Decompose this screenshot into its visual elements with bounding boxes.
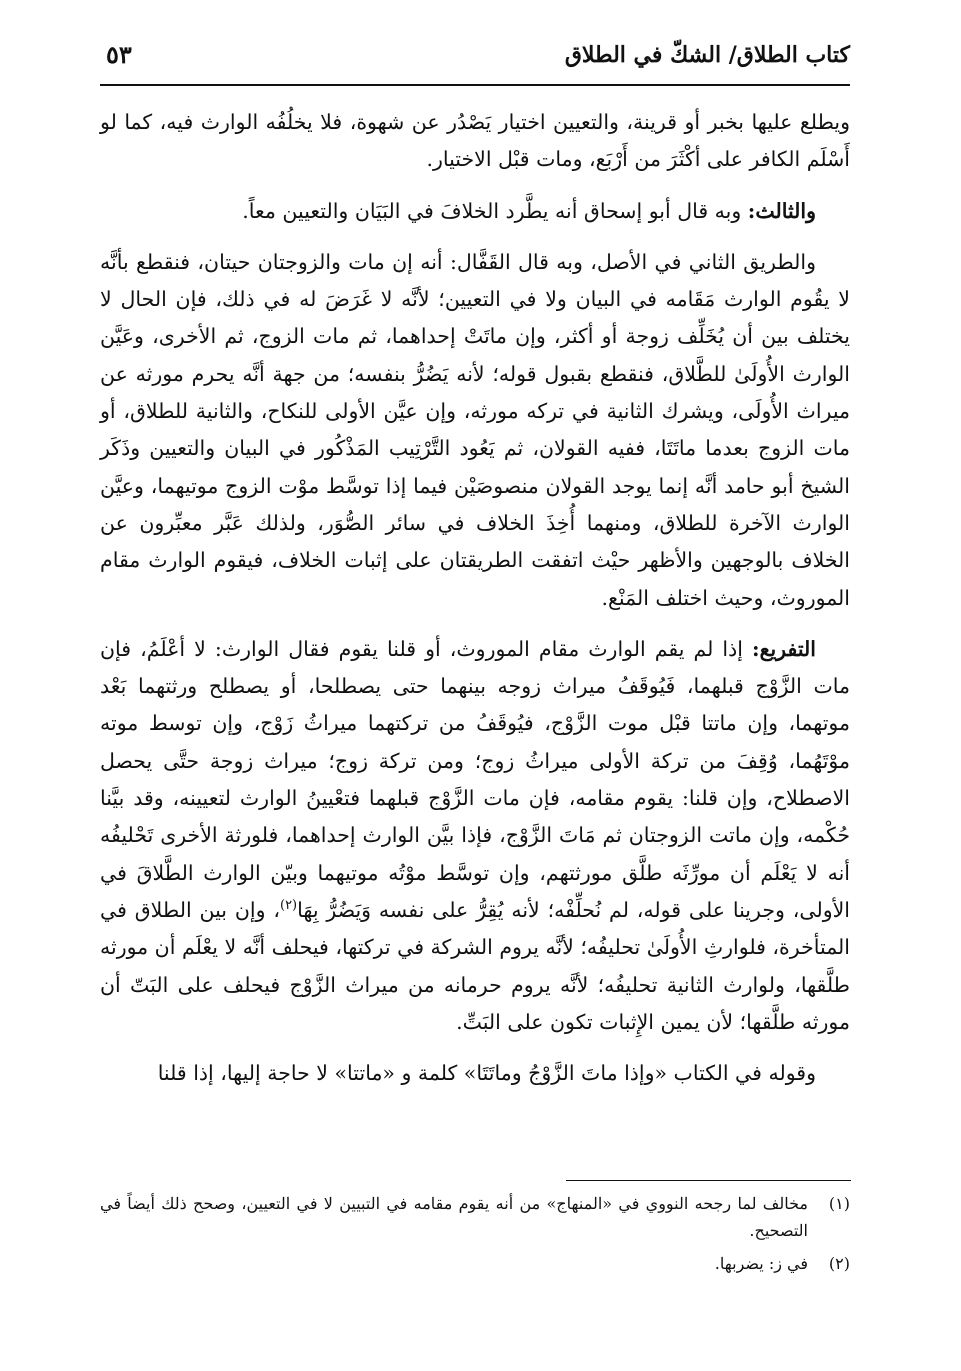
footnote-2-number: (٢) (828, 1254, 850, 1273)
page-number: ٥٣ (106, 40, 132, 69)
page-header (100, 40, 850, 84)
paragraph-3-text: والطريق الثاني في الأصل، وبه قال القَفَّال: أنه إن مات والزوجتان حيتان، فنقطع بأنَّه لا يقُوم الوارث مَقَامه في البيان ولا في التعيين؛ لأنَّه لا غَرَضَ له في ذلك، فإن الحال لا يختلف بين أن يُخَلِّف زوجة أو أكثر، وإن ماتَتْ إحداهما، ثم مات الزوج، ثم الأخرى، وعَيَّن الوارث الأُولَىٰ للطَّلاق، فنقطع بقبول قوله؛ لأنه يَضُرُّ بنفسه؛ من جهة أنَّه يحرم مورثه عن ميراث الأُولَى، ويشرك الثانية في تركه مورثه، وإن عيَّن الأولى للنكاح، والثانية للطلاق، أو مات الزوج بعدما ماتَتَا، ففيه القولان، ثم يَعُود التَّرْتِيب المَذْكُور في البيان والتعيين وذَكَر الشيخ أبو حامد أنَّه إنما يوجد القولان منصوصَيْن فيما إذا توسَّط موْت الزوج موتيهما، وعيَّن الوارث الآخرة للطلاق، ومنهما أُخِذَ الخلاف في سائر الصُّوَر، ولذلك عَبَّر معبِّرون عن الخلاف بالوجهين والأظهر حيْث اتفقت الطريقتان على إثبات الخلاف، فيقوم الوارث مقام الموروث، وحيث اختلف المَنْع. (100, 249, 851, 610)
paragraph-2-text: وبه قال أبو إسحاق أنه يطَّرد الخلافَ في البَيَان والتعيين معاً. (242, 198, 748, 223)
paragraph-1-text: ويطلع عليها بخبر أو قرينة، والتعيين اختيار يَصْدُر عن شهوة، فلا يخلُفُه الوارث فيه، كما لو أَسْلَم الكافر على أكْثَرَ من أَرْبَع، ومات قبْل الاختيار. (100, 110, 850, 172)
header-rule (100, 84, 850, 86)
paragraph-4 (100, 631, 850, 1041)
paragraph-4-text: إذا لم يقم الوارث مقام الموروث، أو قلنا يقوم فقال الوارث: لا أعْلَمُ، فإن مات الزَّوْج قبلهما، فَيُوقَفُ ميراث زوجه بينهما حتى يصطلحا، أو يصطلح ورثتهما بَعْد موتهما، وإن ماتتا قبْل موت الزَّوْج، فيُوقَفُ من تركتهما ميراثُ زَوْج، وإن توسط موته موْتَهُما، وُقِفَ من تركة الأولى ميراثُ زوج؛ ومن تركة زوج؛ ميراث زوجة حتَّى يحصل الاصطلاح، وإن قلنا: يقوم مقامه، فإن مات الزَّوْج قبلهما فتعْيينُ الوارث لتعيينه، وقد بيَّنا حُكْمه، وإن ماتت الزوجتان ثم مَاتَ الزَّوْج، فإذا بيَّن الوارث إحداهما، فلورثة الأخرى تَحْليفُه أنه لا يَعْلَم أن مورِّثَه طلَّق مورثتهم، وإن توسَّط موْتُه موتيهما وبيّن الوارث الطَّلاقَ في الأولى، وجرينا على قوله، لم نُحلِّفْه؛ لأنه يُقِرُّ على نفسه وَيَضُرُّ بِهَا (100, 636, 850, 922)
paragraph-4-text-after: ، وإن بين الطلاق في المتأخرة، فلوارثِ الأُولَىٰ تحليفُه؛ لأنَّه يروم الشركة في تركتها، فيحلف أنَّه لا يعْلَم أن مورثه طلَّقها، ولوارث الثانية تحليفُه؛ لأنَّه يروم حرمانه من ميراث الزَّوْج فيحلف على البَتّ أن مورثه طلَّقها؛ لأن يمين الإِثبات تكون على البَتِّ. (100, 897, 850, 1034)
footnote-rule (566, 1180, 851, 1181)
paragraph-5-text: وقوله في الكتاب «وإذا ماتَ الزَّوْجُ وماتَتَا» كلمة و «ماتتا» لا حاجة إليها، إذا قلنا (157, 1061, 816, 1086)
paragraph-5 (100, 1055, 850, 1092)
footnote-2 (100, 1250, 850, 1277)
footnote-1 (100, 1190, 850, 1244)
footnotes (100, 1190, 850, 1283)
running-title: كتاب الطلاق/ الشكّ في الطلاق (564, 42, 850, 68)
paragraph-3 (100, 244, 850, 617)
footnote-1-text: مخالف لما رجحه النووي في «المنهاج» من أنه يقوم مقامه في التبيين لا في التعيين، وصحح ذلك أيضاً في التصحيح. (100, 1194, 808, 1240)
footnote-ref-2: (٢) (279, 898, 298, 914)
main-text (100, 104, 850, 1106)
footnote-1-number: (١) (828, 1194, 850, 1213)
paragraph-1 (100, 104, 850, 179)
paragraph-2 (100, 193, 850, 230)
footnote-2-text: في ز: يضربها. (714, 1254, 808, 1273)
paragraph-2-lead: والثالث: (747, 198, 816, 223)
paragraph-4-lead: التفريع: (752, 636, 816, 661)
